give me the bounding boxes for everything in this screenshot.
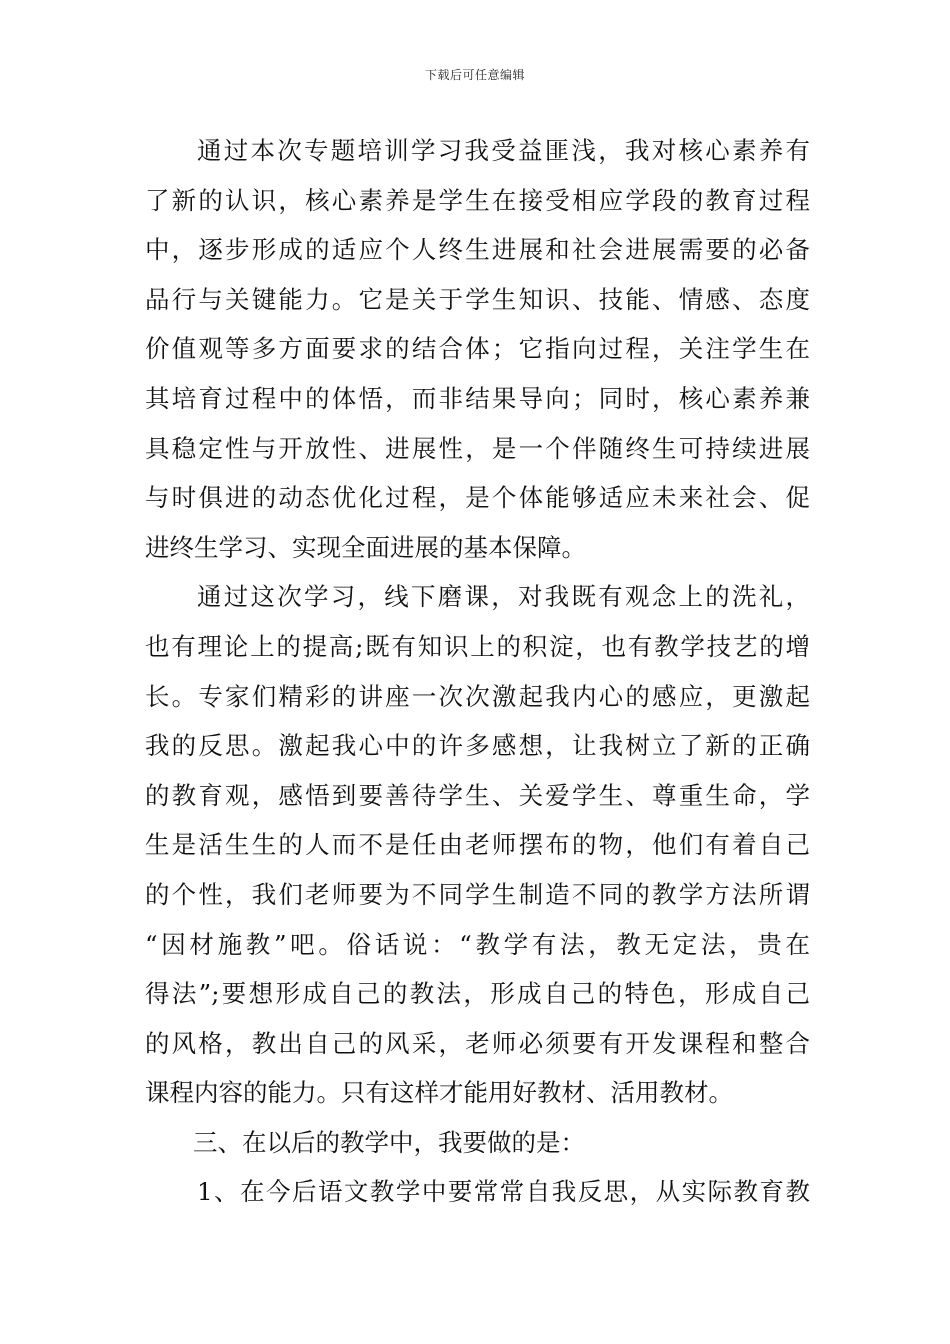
section-heading [145,1118,810,1168]
paragraph-line: “因材施教”吧。俗话说：“教学有法，教无定法，贵在 [145,929,810,959]
numbered-item-1 [145,1167,810,1217]
paragraph-line: 中，逐步形成的适应个人终生进展和社会进展需要的必备 [145,235,810,265]
paragraph-line: 的风格，教出自己的风采，老师必须要有开发课程和整合 [145,1028,810,1058]
paragraph-line: 进终生学习、实现全面进展的基本保障。 [145,532,586,562]
paragraph-line: 通过本次专题培训学习我受益匪浅，我对核心素养有 [197,136,810,165]
paragraph-line: 了新的认识，核心素养是学生在接受相应学段的教育过程 [145,185,810,215]
paragraph-line: 其培育过程中的体悟，而非结果导向；同时，核心素养兼 [145,383,810,413]
page-header: 下载后可任意编辑 [424,68,525,82]
section-heading-text: 三、在以后的教学中，我要做的是： [193,1127,585,1157]
paragraph-1 [145,126,810,572]
paragraph-line: 的教育观，感悟到要善待学生、关爱学生、尊重生命，学 [145,780,810,810]
paragraph-line: 价值观等多方面要求的结合体；它指向过程，关注学生在 [145,334,810,364]
paragraph-2 [145,572,810,1118]
paragraph-line: 长。专家们精彩的讲座一次次激起我内心的感应，更激起 [145,681,810,711]
paragraph-line: 具稳定性与开放性、进展性，是一个伴随终生可持续进展 [145,433,810,463]
paragraph-line: 的个性，我们老师要为不同学生制造不同的教学方法所谓 [145,879,810,909]
paragraph-line: 生是活生生的人而不是任由老师摆布的物，他们有着自己 [145,830,810,860]
document-body [145,126,810,1217]
paragraph-line: 也有理论上的提高;既有知识上的积淀，也有教学技艺的增 [145,631,810,661]
paragraph-line: 得法”;要想形成自己的教法，形成自己的特色，形成自己 [145,979,810,1009]
paragraph-line: 与时俱进的动态优化过程，是个体能够适应未来社会、促 [145,483,810,513]
paragraph-line: 1、在今后语文教学中要常常自我反思，从实际教育教 [197,1177,810,1207]
paragraph-line: 通过这次学习，线下磨课，对我既有观念上的洗礼， [197,582,810,612]
paragraph-line: 课程内容的能力。只有这样才能用好教材、活用教材。 [145,1078,733,1108]
paragraph-line: 我的反思。激起我心中的许多感想，让我树立了新的正确 [145,731,810,761]
paragraph-line: 品行与关键能力。它是关于学生知识、技能、情感、态度 [145,284,810,314]
